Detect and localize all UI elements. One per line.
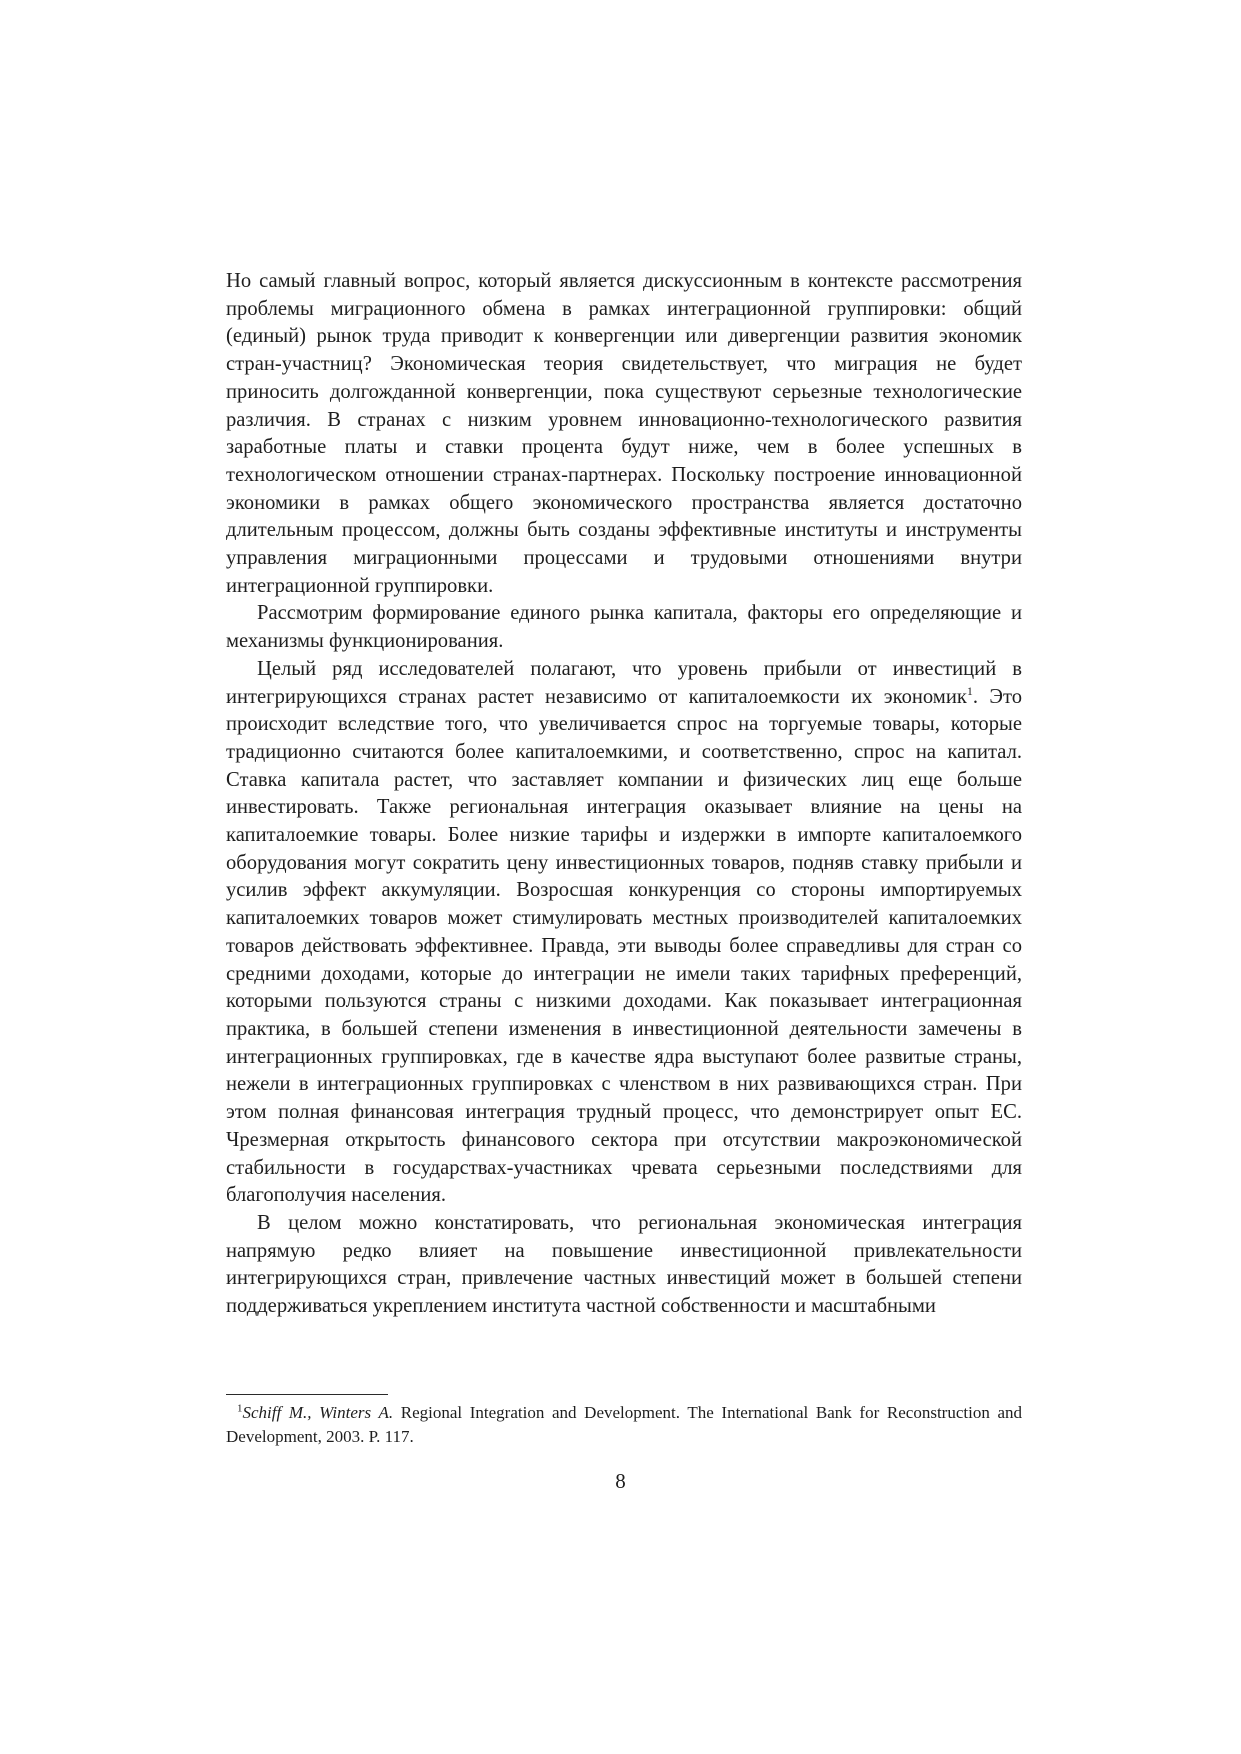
- paragraph-2: Рассмотрим формирование единого рынка капитала, факторы его определяющие и механизмы функционирования.: [226, 602, 1022, 653]
- paragraph-3: [226, 656, 1022, 1210]
- footnote-mark: 1: [237, 1402, 243, 1415]
- paragraph-1: Но самый главный вопрос, который является дискуссионным в контексте рассмотрения проблемы миграционного обмена в рамках интеграционной группировки: общий (единый) рынок труда приводит к конвергенции или дивергенции развития экономик стран-участниц? Экономическая теория свидетельствует, что миграция не будет приносить долгожданной конвергенции, пока существуют серьезные технологические различия. В странах с низким уровнем инновационно-технологического развития заработные платы и ставки процента будут ниже, чем в более успешных в технологическом отношении странах-партнерах. Поскольку построение инновационной экономики в рамках общего экономического пространства является достаточно длительным процессом, должны быть созданы эффективные институты и инструменты управления миграционными процессами и трудовыми отношениями внутри интеграционной группировки.: [226, 270, 1022, 597]
- page-number: 8: [615, 1469, 626, 1493]
- paragraph-4: В целом можно констатировать, что региональная экономическая интеграция напрямую редко влияет на повышение инвестиционной привлекательности интегрирующихся стран, привлечение частных инвестиций может в большей степени поддерживаться укреплением института частной собственности и масштабными: [226, 1211, 1022, 1318]
- footnote-separator: [226, 1394, 388, 1395]
- main-text: [226, 268, 1022, 1321]
- footnote-text: [226, 1401, 1022, 1449]
- footnote: [226, 1401, 1022, 1449]
- paragraph-3-start: Целый ряд исследователей полагают, что уровень прибыли от инвестиций в интегрирующихся странах растет независимо от капиталоемкости их экономик: [226, 657, 1022, 708]
- footnote-reference: 1: [966, 683, 973, 698]
- footnote-authors: Schiff M., Winters A.: [242, 1403, 394, 1422]
- paragraph-3-end: . Это происходит вследствие того, что увеличивается спрос на торгуемые товары, которые традиционно считаются более капиталоемкими, и соответственно, спрос на капитал. Ставка капитала растет, что заставляет компании и физических лиц еще больше инвестировать. Также региональная интеграция оказывает влияние на цены на капиталоемкие товары. Более низкие тарифы и издержки в импорте капиталоемкого оборудования могут сократить цену инвестиционных товаров, подняв ставку прибыли и усилив эффект аккумуляции. Возросшая конкуренция со стороны импортируемых капиталоемких товаров может стимулировать местных производителей капиталоемких товаров действовать эффективнее. Правда, эти выводы более справедливы для стран со средними доходами, которые до интеграции не имели таких тарифных преференций, которыми пользуются страны с низкими доходами. Как показывает интеграционная практика, в большей степени изменения в инвестиционной деятельности замечены в интеграционных группировках, где в качестве ядра выступают более развитые страны, нежели в интеграционных группировках с членством в них развивающихся стран. При этом полная финансовая интеграция трудный процесс, что демонстрирует опыт ЕС. Чрезмерная открытость финансового сектора при отсутствии макроэкономической стабильности в государствах-участниках чревата серьезными последствиями для благополучия населения.: [226, 685, 1022, 1207]
- footnote-citation: Regional Integration and Development. The International Bank for Reconstruction and Development, 2003. P. 117.: [226, 1403, 1023, 1446]
